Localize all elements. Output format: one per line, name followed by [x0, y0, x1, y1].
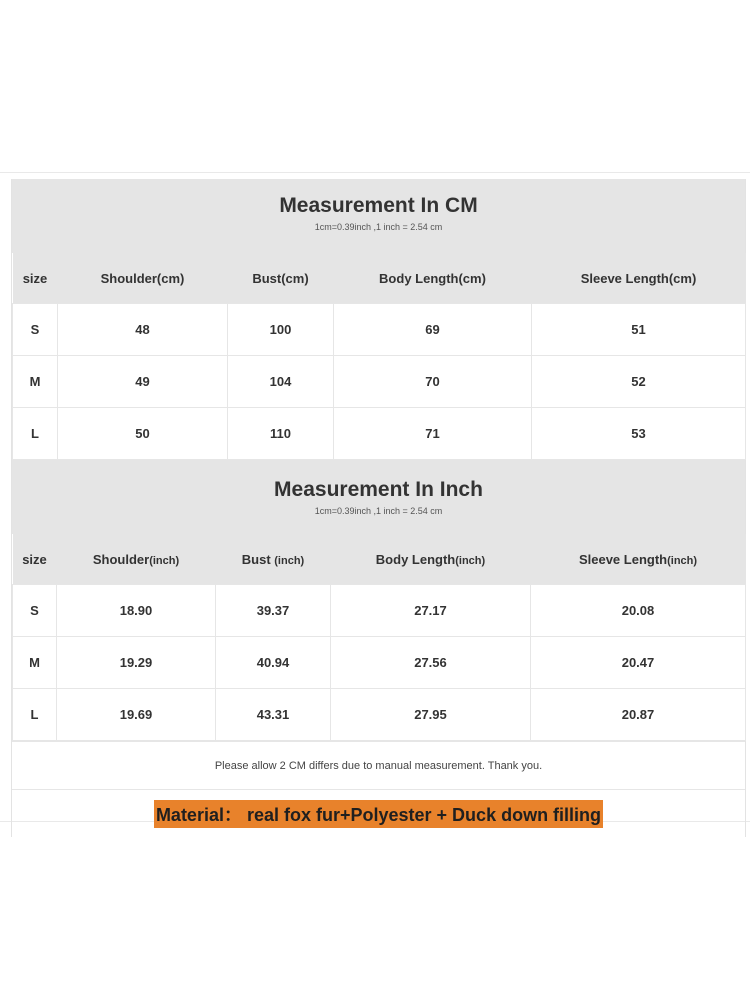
size-chart [0, 172, 750, 825]
table-cell: S [13, 304, 58, 356]
table-row [13, 689, 746, 741]
table-cell: S [13, 585, 57, 637]
table-row [13, 408, 746, 460]
size-chart-inner [11, 179, 746, 837]
table-cell: 19.69 [57, 689, 216, 741]
cm-header-shoulder: Shoulder(cm) [58, 253, 228, 304]
inch-header-shoulder: Shoulder(inch) [57, 534, 216, 585]
cm-section-header [12, 179, 745, 253]
table-row [13, 637, 746, 689]
table-row [13, 304, 746, 356]
cm-header-size: size [13, 253, 58, 304]
table-cell: 100 [228, 304, 334, 356]
cm-header-body-length: Body Length(cm) [334, 253, 532, 304]
table-cell: 71 [334, 408, 532, 460]
inch-header-bust: Bust (inch) [216, 534, 331, 585]
table-cell: 27.17 [331, 585, 531, 637]
cm-subtitle: 1cm=0.39inch ,1 inch = 2.54 cm [314, 222, 443, 232]
inch-header-row [13, 534, 746, 585]
inch-header-size: size [13, 534, 57, 585]
table-cell: L [13, 408, 58, 460]
cm-header-row [13, 253, 746, 304]
inch-title: Measurement In Inch [274, 478, 483, 501]
table-cell: 52 [532, 356, 746, 408]
table-cell: 49 [58, 356, 228, 408]
table-cell: 27.95 [331, 689, 531, 741]
cm-title: Measurement In CM [279, 194, 478, 217]
cm-header-sleeve-length: Sleeve Length(cm) [532, 253, 746, 304]
table-cell: 51 [532, 304, 746, 356]
inch-header-sleeve-length: Sleeve Length(inch) [531, 534, 746, 585]
inch-header-body-length: Body Length(inch) [331, 534, 531, 585]
table-cell: 43.31 [216, 689, 331, 741]
table-cell: L [13, 689, 57, 741]
measurement-note: Please allow 2 CM differs due to manual measurement. Thank you. [12, 741, 745, 790]
material-label: Material： real fox fur+Polyester + Duck down filling [154, 800, 603, 828]
table-cell: 70 [334, 356, 532, 408]
cm-table [12, 253, 746, 460]
table-row [13, 356, 746, 408]
inch-subtitle: 1cm=0.39inch ,1 inch = 2.54 cm [314, 506, 443, 516]
table-cell: 20.47 [531, 637, 746, 689]
inch-table [12, 534, 746, 741]
table-cell: 20.08 [531, 585, 746, 637]
table-cell: 104 [228, 356, 334, 408]
table-cell: M [13, 637, 57, 689]
table-cell: 18.90 [57, 585, 216, 637]
table-cell: 53 [532, 408, 746, 460]
table-cell: 39.37 [216, 585, 331, 637]
cm-header-bust: Bust(cm) [228, 253, 334, 304]
table-cell: 50 [58, 408, 228, 460]
table-cell: 69 [334, 304, 532, 356]
table-cell: 40.94 [216, 637, 331, 689]
table-row [13, 585, 746, 637]
table-cell: 27.56 [331, 637, 531, 689]
inch-section-header [12, 460, 745, 534]
table-cell: 20.87 [531, 689, 746, 741]
material-line [12, 790, 745, 837]
table-cell: 110 [228, 408, 334, 460]
table-cell: 19.29 [57, 637, 216, 689]
table-cell: M [13, 356, 58, 408]
table-cell: 48 [58, 304, 228, 356]
